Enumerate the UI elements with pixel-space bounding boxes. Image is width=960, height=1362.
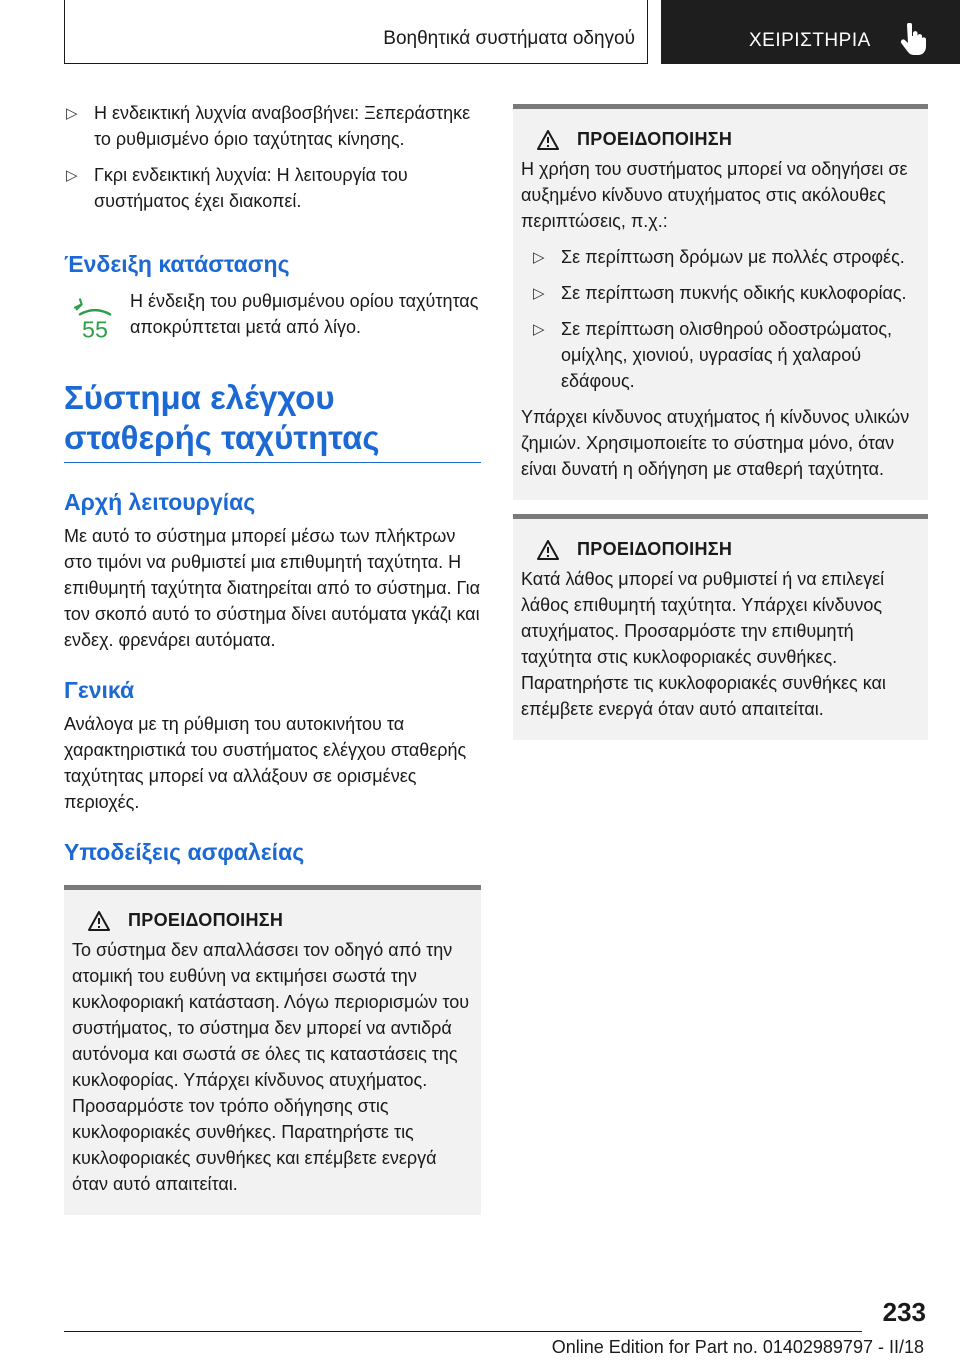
warning-title: ΠΡΟΕΙΔΟΠΟΙΗΣΗ [577, 539, 733, 559]
warning-intro: Η χρήση του συστήματος μπορεί να οδηγήσει σε αυξημένο κίνδυνο ατυχήματος στις ακόλουθες περιπτώσεις, π.χ.: [521, 159, 908, 231]
right-column [513, 104, 928, 740]
list-item: ▷ Σε περίπτωση πυκνής οδικής κυκλοφορίας. [521, 280, 920, 306]
bullet-triangle-icon: ▷ [533, 321, 545, 338]
pointing-hand-icon [898, 23, 926, 55]
warning-box [513, 514, 928, 740]
header-section-title: Βοηθητικά συστήματα οδηγού [383, 28, 635, 49]
main-heading: Σύστημα ελέγχου σταθερής ταχύτητας [64, 379, 380, 456]
footer-edition: Online Edition for Part no. 01402989797 - II/18 [551, 1337, 924, 1357]
principle-heading: Αρχή λειτουργίας [64, 489, 256, 515]
header-section-box [64, 0, 648, 64]
list-item: ▷ Γκρι ενδεικτική λυχνία: Η λειτουργία του συστήματος έχει διακοπεί. [66, 165, 408, 211]
header-chapter-title: ΧΕΙΡΙΣΤΗΡΙΑ [749, 30, 871, 51]
safety-heading: Υποδείξεις ασφαλείας [64, 839, 305, 865]
bullet-triangle-icon: ▷ [533, 285, 545, 302]
footer-divider [64, 1331, 862, 1332]
left-column [64, 96, 481, 1215]
page-number: 233 [882, 1297, 926, 1327]
warning-text: Κατά λάθος μπορεί να ρυθμιστεί ή να επιλεγεί λάθος επιθυμητή ταχύτητα. Υπάρχει κίνδυνος ατυχήματος. Προσαρμόστε την επιθυμητή ταχύτητα στις κυκλοφοριακές συνθήκες. Παρατηρήστε τις κυκλοφοριακές συνθήκες και επέμβετε ενεργά όταν αυτό απαιτείται. [521, 569, 886, 719]
warning-triangle-icon [537, 540, 559, 560]
status-row [64, 288, 481, 352]
list-item: ▷ Σε περίπτωση δρόμων με πολλές στροφές. [521, 244, 920, 270]
general-text: Ανάλογα με τη ρύθμιση του αυτοκινήτου τα χαρακτηριστικά του συστήματος ελέγχου σταθερής ταχύτητας μπορεί να αλλάξουν σε ορισμένες περιοχές. [64, 714, 467, 812]
warning-box [513, 104, 928, 500]
warning-title: ΠΡΟΕΙΔΟΠΟΙΗΣΗ [128, 910, 284, 930]
warning-box [64, 885, 481, 1215]
warning-title: ΠΡΟΕΙΔΟΠΟΙΗΣΗ [577, 129, 733, 149]
bullet-triangle-icon: ▷ [533, 249, 545, 266]
principle-text: Με αυτό το σύστημα μπορεί μέσω των πλήκτρων στο τιμόνι να ρυθμιστεί μια επιθυμητή ταχύτητα. Η επιθυμητή ταχύτητα διατηρείται από το σύστημα. Για τον σκοπό αυτό το σύστημα δίνει αυτόματα γκάζι και ενδεχ. φρενάρει αυτόματα. [64, 526, 481, 650]
warning-text: Το σύστημα δεν απαλλάσσει τον οδηγό από την ατομική του ευθύνη να εκτιμήσει σωστά την κυκλοφοριακή κατάσταση. Λόγω περιορισμών του συστήματος, το σύστημα δεν μπορεί να αντιδρά αυτόνομα και σωστά σε όλες τις καταστάσεις της κυκλοφορίας. Υπάρχει κίνδυνος ατυχήματος. Προσαρμόστε τον τρόπο οδήγησης στις κυκλοφοριακές συνθήκες. Παρατηρήστε τις κυκλοφοριακές συνθήκες και επέμβετε ενεργά όταν αυτό απαιτείται. [72, 940, 470, 1194]
heading-divider [64, 462, 481, 463]
header-chapter-box [661, 0, 960, 64]
status-text: Η ένδειξη του ρυθμισμένου ορίου ταχύτητας αποκρύπτεται μετά από λίγο. [130, 291, 479, 337]
warning-outro: Υπάρχει κίνδυνος ατυχήματος ή κίνδυνος υλικών ζημιών. Χρησιμοποιείτε το σύστημα μόνο, όταν είναι δυνατή η οδήγηση με σταθερή ταχύτητα. [521, 407, 910, 479]
bullet-triangle-icon: ▷ [66, 167, 78, 184]
list-item: ▷ Η ενδεικτική λυχνία αναβοσβήνει: Ξεπεράστηκε το ρυθμισμένο όριο ταχύτητας κίνησης. [66, 103, 471, 149]
svg-text:55: 55 [82, 316, 108, 343]
warning-triangle-icon [88, 911, 110, 931]
bullet-triangle-icon: ▷ [66, 105, 78, 122]
list-item: ▷ Σε περίπτωση ολισθηρού οδοστρώματος, ομίχλης, χιονιού, υγρασίας ή χαλαρού εδάφους. [533, 319, 893, 391]
general-heading: Γενικά [64, 677, 135, 703]
speed-limit-indicator-icon [70, 296, 120, 346]
status-heading: Ένδειξη κατάστασης [64, 251, 290, 277]
warning-triangle-icon [537, 130, 559, 150]
